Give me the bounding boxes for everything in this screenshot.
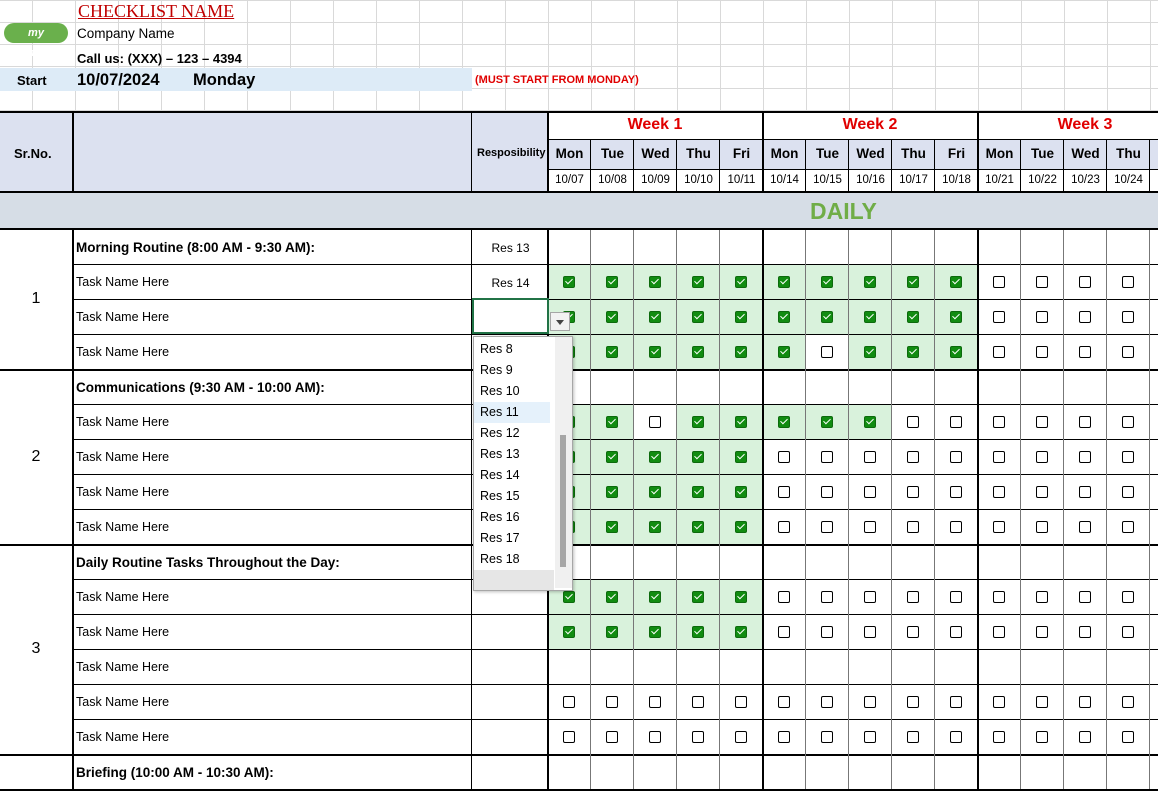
- checkbox-unchecked[interactable]: [821, 486, 833, 498]
- grid-line: [72, 719, 1158, 720]
- task-name[interactable]: Task Name Here: [76, 310, 170, 324]
- checkbox-unchecked[interactable]: [907, 521, 919, 533]
- grid-line: [72, 474, 1158, 475]
- grid-line: [72, 614, 1158, 615]
- date-label: 10/09: [641, 174, 670, 186]
- grid-line: [590, 230, 591, 789]
- date-label: 10/23: [1071, 174, 1100, 186]
- checkbox-unchecked[interactable]: [907, 591, 919, 603]
- dropdown-option[interactable]: Res 8: [480, 342, 513, 356]
- checkbox-checked[interactable]: [735, 311, 747, 323]
- checkbox-unchecked[interactable]: [821, 346, 833, 358]
- checkbox-unchecked[interactable]: [1036, 311, 1048, 323]
- week-label: Week 1: [627, 116, 683, 133]
- checkbox-checked[interactable]: [692, 276, 704, 288]
- checkbox-unchecked[interactable]: [778, 626, 790, 638]
- checkbox-unchecked[interactable]: [1122, 696, 1134, 708]
- checkbox-checked[interactable]: [692, 626, 704, 638]
- checkbox-unchecked[interactable]: [864, 521, 876, 533]
- grid-line: [891, 139, 892, 192]
- checkbox-unchecked[interactable]: [1036, 626, 1048, 638]
- checkbox-unchecked[interactable]: [1079, 416, 1091, 428]
- group-title[interactable]: Briefing (10:00 AM - 10:30 AM):: [76, 765, 274, 780]
- checkbox-checked[interactable]: [778, 311, 790, 323]
- checkbox-unchecked[interactable]: [864, 486, 876, 498]
- checkbox-unchecked[interactable]: [649, 416, 661, 428]
- grid-line: [891, 230, 892, 789]
- date-label: 10/16: [856, 174, 885, 186]
- srno-header: Sr.No.: [14, 146, 52, 161]
- grid-line: [1020, 230, 1021, 789]
- checkbox-checked[interactable]: [950, 311, 962, 323]
- dropdown-option[interactable]: Res 17: [480, 531, 520, 545]
- group-number: 1: [31, 290, 41, 307]
- checkbox-checked[interactable]: [907, 311, 919, 323]
- checkbox-unchecked[interactable]: [950, 486, 962, 498]
- grid-line: [72, 112, 74, 192]
- chevron-down-icon: [556, 320, 564, 325]
- checkbox-checked[interactable]: [606, 486, 618, 498]
- checkbox-unchecked[interactable]: [864, 591, 876, 603]
- checkbox-checked[interactable]: [778, 276, 790, 288]
- checkbox-unchecked[interactable]: [1036, 276, 1048, 288]
- checkbox-unchecked[interactable]: [692, 696, 704, 708]
- task-name[interactable]: Task Name Here: [76, 345, 170, 359]
- checkbox-unchecked[interactable]: [778, 486, 790, 498]
- task-name[interactable]: Task Name Here: [76, 275, 170, 289]
- checkbox-unchecked[interactable]: [1079, 521, 1091, 533]
- checkbox-unchecked[interactable]: [778, 591, 790, 603]
- checkbox-unchecked[interactable]: [907, 451, 919, 463]
- day-label: Thu: [1116, 146, 1141, 161]
- grid-line: [1020, 139, 1021, 192]
- checkbox-checked[interactable]: [735, 486, 747, 498]
- checkbox-checked[interactable]: [950, 276, 962, 288]
- grid-line: [762, 230, 764, 789]
- checkbox-checked[interactable]: [606, 626, 618, 638]
- date-label: 10/08: [598, 174, 627, 186]
- checkbox-checked[interactable]: [821, 416, 833, 428]
- day-label: Mon: [985, 146, 1014, 161]
- checkbox-checked[interactable]: [692, 486, 704, 498]
- day-label: Tue: [816, 146, 839, 161]
- grid-line: [848, 230, 849, 789]
- grid-line: [0, 544, 1158, 546]
- checkbox-checked[interactable]: [821, 311, 833, 323]
- checkbox-unchecked[interactable]: [950, 696, 962, 708]
- checkbox-unchecked[interactable]: [993, 626, 1005, 638]
- grid-line: [72, 404, 1158, 405]
- date-label: 10/15: [813, 174, 842, 186]
- checkbox-unchecked[interactable]: [950, 521, 962, 533]
- grid-line: [1106, 230, 1107, 789]
- checkbox-checked[interactable]: [735, 626, 747, 638]
- checkbox-unchecked[interactable]: [1122, 521, 1134, 533]
- checkbox-unchecked[interactable]: [1122, 591, 1134, 603]
- date-label: 10/11: [727, 174, 756, 186]
- date-label: 10/24: [1114, 174, 1143, 186]
- checkbox-unchecked[interactable]: [1079, 486, 1091, 498]
- checkbox-unchecked[interactable]: [993, 311, 1005, 323]
- checkbox-checked[interactable]: [692, 311, 704, 323]
- checkbox-unchecked[interactable]: [821, 696, 833, 708]
- checkbox-unchecked[interactable]: [1036, 346, 1048, 358]
- grid-line: [719, 230, 720, 789]
- date-label: 10/22: [1028, 174, 1057, 186]
- checkbox-unchecked[interactable]: [821, 731, 833, 743]
- checkbox-unchecked[interactable]: [1036, 451, 1048, 463]
- checkbox-checked[interactable]: [606, 416, 618, 428]
- checkbox-unchecked[interactable]: [1122, 486, 1134, 498]
- day-label: Tue: [601, 146, 624, 161]
- checkbox-checked[interactable]: [692, 346, 704, 358]
- checkbox-checked[interactable]: [735, 591, 747, 603]
- checkbox-checked[interactable]: [606, 521, 618, 533]
- grid-line: [676, 230, 677, 789]
- checkbox-unchecked[interactable]: [993, 416, 1005, 428]
- grid-line: [934, 139, 935, 192]
- day-label: Mon: [770, 146, 799, 161]
- dropdown-option[interactable]: Res 16: [480, 510, 520, 524]
- checkbox-unchecked[interactable]: [864, 696, 876, 708]
- checkbox-unchecked[interactable]: [993, 451, 1005, 463]
- checkbox-unchecked[interactable]: [864, 451, 876, 463]
- date-label: 10/07: [555, 174, 584, 186]
- dropdown-option[interactable]: Res 13: [480, 447, 520, 461]
- checkbox-unchecked[interactable]: [1122, 276, 1134, 288]
- checkbox-unchecked[interactable]: [993, 696, 1005, 708]
- checkbox-unchecked[interactable]: [649, 696, 661, 708]
- checkbox-checked[interactable]: [649, 346, 661, 358]
- grid-line: [719, 139, 720, 192]
- grid-line: [1063, 139, 1064, 192]
- checkbox-checked[interactable]: [649, 626, 661, 638]
- week-label: Week 2: [842, 116, 898, 133]
- grid-line: [547, 112, 549, 192]
- checkbox-checked[interactable]: [606, 451, 618, 463]
- dropdown-option[interactable]: Res 14: [480, 468, 520, 482]
- grid-line: [0, 754, 1158, 756]
- checkbox-unchecked[interactable]: [1036, 731, 1048, 743]
- grid-line: [1149, 230, 1150, 789]
- checkbox-unchecked[interactable]: [1036, 486, 1048, 498]
- checkbox-unchecked[interactable]: [1079, 276, 1091, 288]
- day-label: Thu: [686, 146, 711, 161]
- checkbox-unchecked[interactable]: [778, 451, 790, 463]
- checkbox-unchecked[interactable]: [821, 591, 833, 603]
- checkbox-checked[interactable]: [692, 521, 704, 533]
- checkbox-checked[interactable]: [778, 416, 790, 428]
- dropdown-option[interactable]: Res 9: [480, 363, 513, 377]
- grid-line: [1063, 230, 1064, 789]
- checkbox-unchecked[interactable]: [993, 346, 1005, 358]
- checkbox-unchecked[interactable]: [950, 451, 962, 463]
- grid-line: [72, 509, 1158, 510]
- checkbox-checked[interactable]: [821, 276, 833, 288]
- checkbox-unchecked[interactable]: [606, 731, 618, 743]
- grid-line: [977, 230, 979, 789]
- checkbox-unchecked[interactable]: [1079, 346, 1091, 358]
- checkbox-unchecked[interactable]: [950, 731, 962, 743]
- grid-line: [590, 139, 591, 192]
- checkbox-unchecked[interactable]: [907, 696, 919, 708]
- checkbox-unchecked[interactable]: [907, 626, 919, 638]
- checkbox-unchecked[interactable]: [606, 696, 618, 708]
- checkbox-checked[interactable]: [563, 276, 575, 288]
- checkbox-checked[interactable]: [692, 416, 704, 428]
- checkbox-checked[interactable]: [907, 276, 919, 288]
- grid-line: [471, 112, 472, 192]
- checkbox-unchecked[interactable]: [563, 696, 575, 708]
- checkbox-checked[interactable]: [649, 486, 661, 498]
- section-bar: [0, 192, 1158, 229]
- dropdown-option[interactable]: Res 11: [474, 402, 550, 423]
- checkbox-unchecked[interactable]: [993, 276, 1005, 288]
- dropdown-footer: [474, 570, 554, 590]
- checkbox-checked[interactable]: [735, 416, 747, 428]
- checkbox-checked[interactable]: [735, 276, 747, 288]
- checklist-name[interactable]: CHECKLIST NAME: [78, 1, 235, 21]
- checkbox-unchecked[interactable]: [1079, 696, 1091, 708]
- grid-line: [1149, 139, 1150, 192]
- grid-line: [72, 439, 1158, 440]
- checkbox-unchecked[interactable]: [864, 626, 876, 638]
- responsibility-cell-selected[interactable]: [472, 298, 549, 334]
- checkbox-unchecked[interactable]: [864, 731, 876, 743]
- checkbox-unchecked[interactable]: [1079, 451, 1091, 463]
- checkbox-unchecked[interactable]: [778, 521, 790, 533]
- checkbox-unchecked[interactable]: [1079, 626, 1091, 638]
- checkbox-unchecked[interactable]: [907, 416, 919, 428]
- checkbox-checked[interactable]: [563, 591, 575, 603]
- checkbox-checked[interactable]: [606, 276, 618, 288]
- date-label: 10/17: [899, 174, 928, 186]
- dropdown-arrow-button[interactable]: [550, 312, 570, 331]
- checkbox-unchecked[interactable]: [692, 731, 704, 743]
- checkbox-unchecked[interactable]: [993, 591, 1005, 603]
- checkbox-checked[interactable]: [778, 346, 790, 358]
- task-name[interactable]: Task Name Here: [76, 660, 170, 674]
- grid-line: [805, 230, 806, 789]
- checkbox-checked[interactable]: [864, 311, 876, 323]
- call-us-text[interactable]: Call us: (XXX) – 123 – 4394: [77, 51, 242, 66]
- grid-line: [72, 334, 1158, 335]
- checkbox-checked[interactable]: [606, 346, 618, 358]
- week-label: Week 3: [1057, 116, 1113, 133]
- grid-line: [72, 264, 1158, 265]
- dropdown-option[interactable]: Res 12: [480, 426, 520, 440]
- grid-line: [762, 112, 764, 192]
- grid-line: [72, 649, 1158, 650]
- checkbox-unchecked[interactable]: [821, 451, 833, 463]
- group-title[interactable]: Morning Routine (8:00 AM - 9:30 AM):: [76, 240, 315, 255]
- grid-line: [72, 230, 74, 789]
- checkbox-unchecked[interactable]: [1122, 346, 1134, 358]
- task-name[interactable]: Task Name Here: [76, 695, 170, 709]
- dropdown-option[interactable]: Res 18: [480, 552, 520, 566]
- grid-line: [0, 228, 1158, 230]
- grid-line: [72, 684, 1158, 685]
- checkbox-unchecked[interactable]: [907, 486, 919, 498]
- checkbox-unchecked[interactable]: [1122, 626, 1134, 638]
- dropdown-scrollbar-thumb[interactable]: [560, 435, 566, 567]
- checkbox-unchecked[interactable]: [778, 696, 790, 708]
- day-label: Wed: [856, 146, 885, 161]
- checkbox-checked[interactable]: [649, 591, 661, 603]
- dropdown-scrollbar[interactable]: [555, 337, 572, 588]
- checkbox-checked[interactable]: [735, 521, 747, 533]
- grid-line: [548, 139, 1158, 140]
- day-label: Wed: [1071, 146, 1100, 161]
- date-label: 10/14: [770, 174, 799, 186]
- checkbox-unchecked[interactable]: [950, 626, 962, 638]
- section-label-daily: DAILY: [810, 198, 877, 224]
- responsibility-header: Resposibility: [477, 147, 546, 159]
- grid-line: [676, 139, 677, 192]
- grid-line: [934, 230, 935, 789]
- task-name[interactable]: Task Name Here: [76, 730, 170, 744]
- checkbox-unchecked[interactable]: [1079, 731, 1091, 743]
- checkbox-checked[interactable]: [606, 591, 618, 603]
- checkbox-checked[interactable]: [735, 346, 747, 358]
- checkbox-checked[interactable]: [692, 591, 704, 603]
- date-label: 10/18: [942, 174, 971, 186]
- checkbox-unchecked[interactable]: [735, 731, 747, 743]
- start-date[interactable]: 10/07/2024: [77, 71, 160, 89]
- responsibility-value[interactable]: Res 14: [491, 276, 530, 290]
- checkbox-unchecked[interactable]: [1122, 731, 1134, 743]
- day-label: Tue: [1031, 146, 1054, 161]
- checkbox-checked[interactable]: [692, 451, 704, 463]
- day-label: Fri: [947, 146, 966, 161]
- checkbox-unchecked[interactable]: [993, 486, 1005, 498]
- day-label: Mon: [555, 146, 584, 161]
- grid-line: [72, 299, 1158, 300]
- checkbox-unchecked[interactable]: [563, 731, 575, 743]
- start-label: Start: [17, 73, 47, 88]
- checkbox-unchecked[interactable]: [821, 626, 833, 638]
- grid-line: [1106, 139, 1107, 192]
- checkbox-unchecked[interactable]: [1036, 521, 1048, 533]
- task-name[interactable]: Task Name Here: [76, 415, 170, 429]
- group-number: 2: [31, 447, 41, 465]
- dropdown-option[interactable]: Res 10: [480, 384, 520, 398]
- grid-line: [848, 139, 849, 192]
- grid-line: [977, 112, 979, 192]
- task-name[interactable]: Task Name Here: [76, 590, 170, 604]
- task-name[interactable]: Task Name Here: [76, 625, 170, 639]
- checkbox-checked[interactable]: [864, 416, 876, 428]
- checkbox-unchecked[interactable]: [950, 416, 962, 428]
- checkbox-unchecked[interactable]: [1122, 451, 1134, 463]
- day-label: Fri: [732, 146, 751, 161]
- checkbox-unchecked[interactable]: [1122, 416, 1134, 428]
- day-label: Wed: [641, 146, 670, 161]
- checkbox-checked[interactable]: [864, 276, 876, 288]
- grid-line: [0, 369, 1158, 371]
- task-name[interactable]: Task Name Here: [76, 485, 170, 499]
- checkbox-unchecked[interactable]: [735, 696, 747, 708]
- responsibility-value[interactable]: Res 13: [491, 241, 530, 255]
- checkbox-unchecked[interactable]: [993, 731, 1005, 743]
- checkbox-checked[interactable]: [735, 451, 747, 463]
- checkbox-unchecked[interactable]: [950, 591, 962, 603]
- grid-line: [633, 139, 634, 192]
- checkbox-checked[interactable]: [649, 276, 661, 288]
- checkbox-unchecked[interactable]: [1036, 416, 1048, 428]
- grid-line: [633, 230, 634, 789]
- group-title[interactable]: Daily Routine Tasks Throughout the Day:: [76, 555, 340, 570]
- checkbox-unchecked[interactable]: [907, 731, 919, 743]
- checkbox-checked[interactable]: [649, 451, 661, 463]
- checkbox-unchecked[interactable]: [993, 521, 1005, 533]
- checkbox-checked[interactable]: [907, 346, 919, 358]
- checkbox-unchecked[interactable]: [1036, 696, 1048, 708]
- checkbox-checked[interactable]: [649, 311, 661, 323]
- responsibility-dropdown[interactable]: [473, 336, 573, 591]
- date-label: 10/10: [684, 174, 713, 186]
- grid-line: [0, 191, 1158, 193]
- checkbox-unchecked[interactable]: [1079, 311, 1091, 323]
- checkbox-unchecked[interactable]: [1079, 591, 1091, 603]
- checkbox-unchecked[interactable]: [821, 521, 833, 533]
- company-name[interactable]: Company Name: [77, 26, 175, 41]
- group-number: 3: [31, 640, 41, 657]
- start-day: Monday: [193, 71, 256, 89]
- company-logo: my company: [4, 23, 68, 43]
- checkbox-checked[interactable]: [563, 626, 575, 638]
- checkbox-checked[interactable]: [606, 311, 618, 323]
- grid-line: [0, 111, 1158, 113]
- grid-line: [805, 139, 806, 192]
- must-start-note: (MUST START FROM MONDAY): [475, 74, 639, 86]
- grid-line: [72, 579, 1158, 580]
- checkbox-unchecked[interactable]: [1122, 311, 1134, 323]
- dropdown-option[interactable]: Res 15: [480, 489, 520, 503]
- grid-line: [548, 169, 1158, 170]
- checkbox-checked[interactable]: [950, 346, 962, 358]
- checkbox-checked[interactable]: [649, 521, 661, 533]
- checkbox-unchecked[interactable]: [649, 731, 661, 743]
- date-label: 10/21: [985, 174, 1014, 186]
- task-name[interactable]: Task Name Here: [76, 520, 170, 534]
- day-label: Thu: [901, 146, 926, 161]
- checkbox-checked[interactable]: [864, 346, 876, 358]
- checkbox-unchecked[interactable]: [778, 731, 790, 743]
- task-name[interactable]: Task Name Here: [76, 450, 170, 464]
- checkbox-unchecked[interactable]: [1036, 591, 1048, 603]
- group-title[interactable]: Communications (9:30 AM - 10:00 AM):: [76, 380, 325, 395]
